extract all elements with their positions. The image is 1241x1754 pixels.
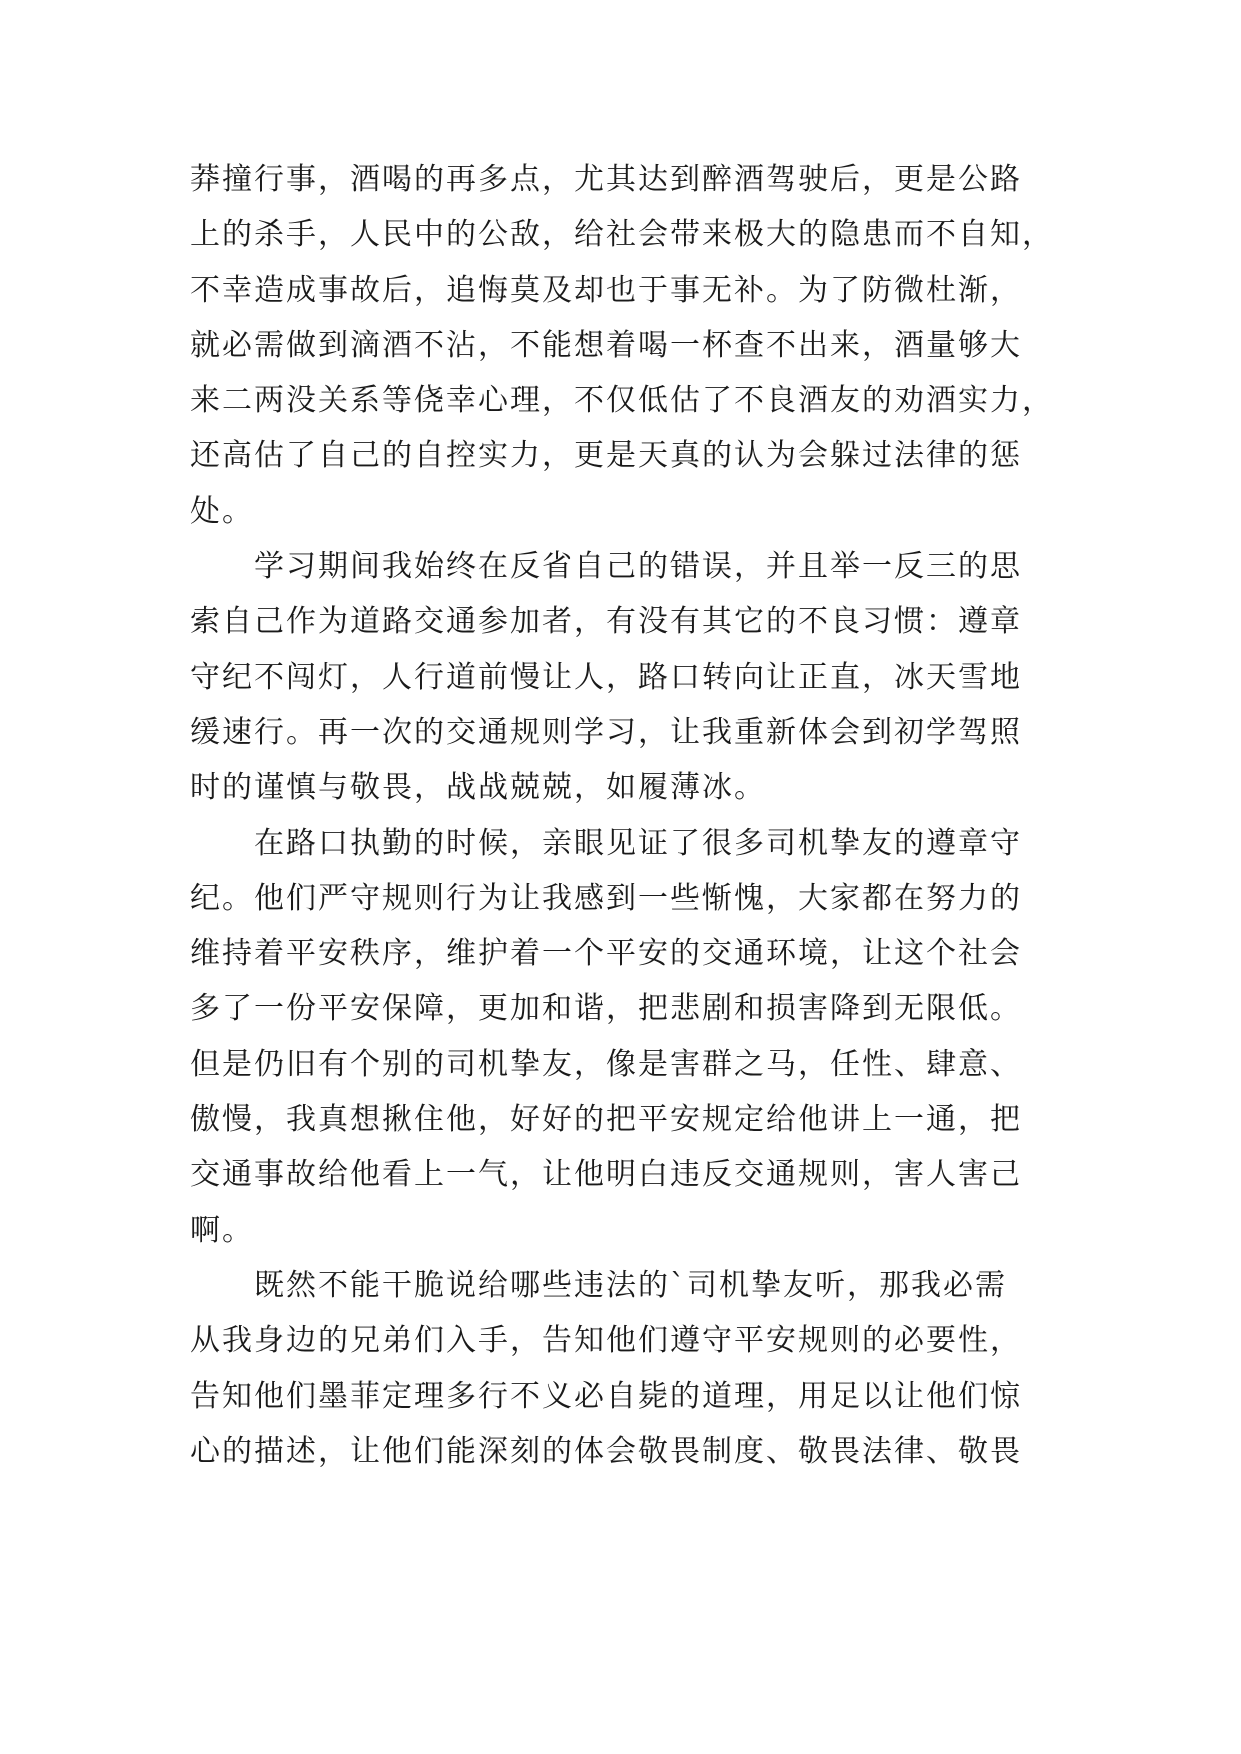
text-line: 交通事故给他看上一气，让他明白违反交通规则，害人害己 [190,1157,1022,1193]
text-line: 告知他们墨菲定理多行不义必自毙的道理，用足以让他们惊 [190,1378,1022,1414]
body-text [190,152,1070,1479]
text-line: 啊。 [190,1212,254,1248]
text-line: 维持着平安秩序，维护着一个平安的交通环境，让这个社会 [190,936,1022,972]
text-line: 多了一份平安保障，更加和谐，把悲剧和损害降到无限低。 [190,991,1022,1027]
text-line: 不幸造成事故后，追悔莫及却也于事无补。为了防微杜渐， [190,272,1022,308]
text-line: 从我身边的兄弟们入手，告知他们遵守平安规则的必要性， [190,1323,1022,1359]
text-line: 处。 [190,493,254,529]
text-line: 还高估了自己的自控实力，更是天真的认为会躲过法律的惩 [190,438,1022,474]
paragraph-first-line: 学习期间我始终在反省自己的错误，并且举一反三的思 [254,549,1022,585]
text-line: 上的杀手，人民中的公敌，给社会带来极大的隐患而不自知， [190,217,1054,253]
text-line: 就必需做到滴酒不沾，不能想着喝一杯查不出来，酒量够大 [190,327,1022,363]
text-line: 时的谨慎与敬畏，战战兢兢，如履薄冰。 [190,770,766,806]
paragraph-first-line: 在路口执勤的时候，亲眼见证了很多司机挚友的遵章守 [254,825,1022,861]
paragraph-first-line: 既然不能干脆说给哪些违法的`司机挚友听，那我必需 [254,1267,1007,1303]
text-line: 莽撞行事，酒喝的再多点，尤其达到醉酒驾驶后，更是公路 [190,162,1022,197]
text-line: 缓速行。再一次的交通规则学习，让我重新体会到初学驾照 [190,714,1022,750]
text-line: 傲慢，我真想揪住他，好好的把平安规定给他讲上一通，把 [190,1102,1022,1138]
text-line: 索自己作为道路交通参加者，有没有其它的不良习惯：遵章 [190,604,1022,640]
text-line: 但是仍旧有个别的司机挚友，像是害群之马，任性、肆意、 [190,1046,1022,1082]
text-line: 心的描述，让他们能深刻的体会敬畏制度、敬畏法律、敬畏 [190,1433,1022,1469]
text-line: 纪。他们严守规则行为让我感到一些惭愧，大家都在努力的 [190,880,1022,916]
text-line: 来二两没关系等侥幸心理，不仅低估了不良酒友的劝酒实力， [190,383,1054,419]
text-line: 守纪不闯灯，人行道前慢让人，路口转向让正直，冰天雪地 [190,659,1022,695]
